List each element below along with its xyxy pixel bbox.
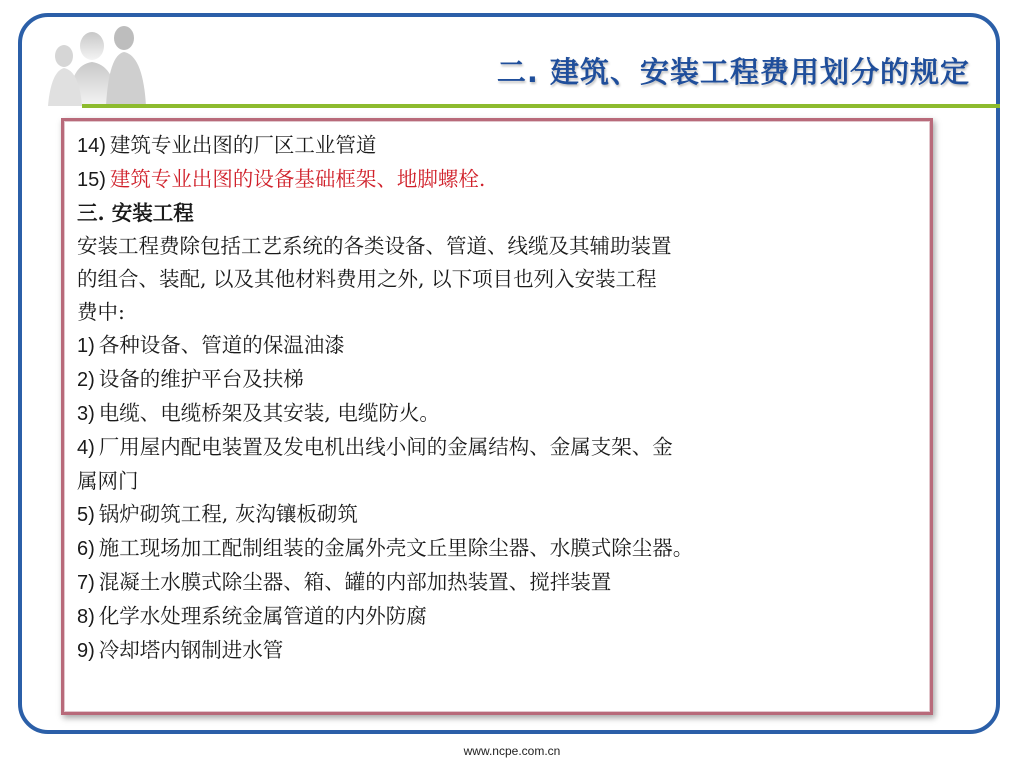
list-item — [77, 329, 925, 363]
item-text: 设备的维护平台及扶梯 — [98, 367, 304, 391]
item-text: 冷却塔内钢制进水管 — [98, 638, 284, 662]
item-number: 15) — [77, 169, 106, 191]
item-text: 各种设备、管道的保温油漆 — [98, 333, 345, 357]
section-heading — [77, 197, 925, 230]
intro-line — [77, 296, 925, 329]
item-text: 厂用屋内配电装置及发电机出线小间的金属结构、金属支架、金 — [98, 435, 673, 459]
item-number: 9) — [77, 640, 95, 662]
item-number: 5) — [77, 504, 95, 526]
item-text: 电缆、电缆桥架及其安装, 电缆防火。 — [98, 401, 440, 425]
item-text: 属网门 — [77, 469, 139, 493]
intro-line — [77, 230, 925, 263]
item-text: 混凝土水膜式除尘器、箱、罐的内部加热装置、搅拌装置 — [98, 570, 612, 594]
content-body — [77, 129, 925, 668]
list-item — [77, 129, 925, 163]
item-number: 3) — [77, 403, 95, 425]
list-item — [77, 363, 925, 397]
item-text: 施工现场加工配制组装的金属外壳文丘里除尘器、水膜式除尘器。 — [98, 536, 694, 560]
slide-title: 二. 建筑、安装工程费用划分的规定 — [496, 55, 970, 89]
item-number: 8) — [77, 606, 95, 628]
list-item — [77, 634, 925, 668]
title-underline — [82, 104, 1000, 108]
list-item — [77, 600, 925, 634]
list-item — [77, 532, 925, 566]
list-item — [77, 566, 925, 600]
item-text: 建筑专业出图的设备基础框架、地脚螺栓. — [109, 167, 486, 191]
list-item-continuation — [77, 465, 925, 498]
item-number: 6) — [77, 538, 95, 560]
footer-url: www.ncpe.com.cn — [463, 744, 561, 758]
list-item — [77, 397, 925, 431]
section-heading-text: 三. 安装工程 — [77, 201, 194, 225]
business-people-icon — [40, 16, 160, 106]
item-text: 锅炉砌筑工程, 灰沟镶板砌筑 — [98, 502, 358, 526]
item-number: 2) — [77, 369, 95, 391]
list-item-highlighted — [77, 163, 925, 197]
item-number: 1) — [77, 335, 95, 357]
intro-text: 安装工程费除包括工艺系统的各类设备、管道、线缆及其辅助装置 — [77, 234, 672, 258]
item-number: 4) — [77, 437, 95, 459]
intro-text: 费中: — [77, 300, 125, 324]
item-number: 14) — [77, 135, 106, 157]
item-number: 7) — [77, 572, 95, 594]
item-text: 建筑专业出图的厂区工业管道 — [109, 133, 377, 157]
title-bar — [150, 50, 970, 94]
list-item — [77, 431, 925, 465]
intro-line — [77, 263, 925, 296]
content-box — [61, 118, 933, 715]
list-item — [77, 498, 925, 532]
intro-text: 的组合、装配, 以及其他材料费用之外, 以下项目也列入安装工程 — [77, 267, 657, 291]
item-text: 化学水处理系统金属管道的内外防腐 — [98, 604, 427, 628]
